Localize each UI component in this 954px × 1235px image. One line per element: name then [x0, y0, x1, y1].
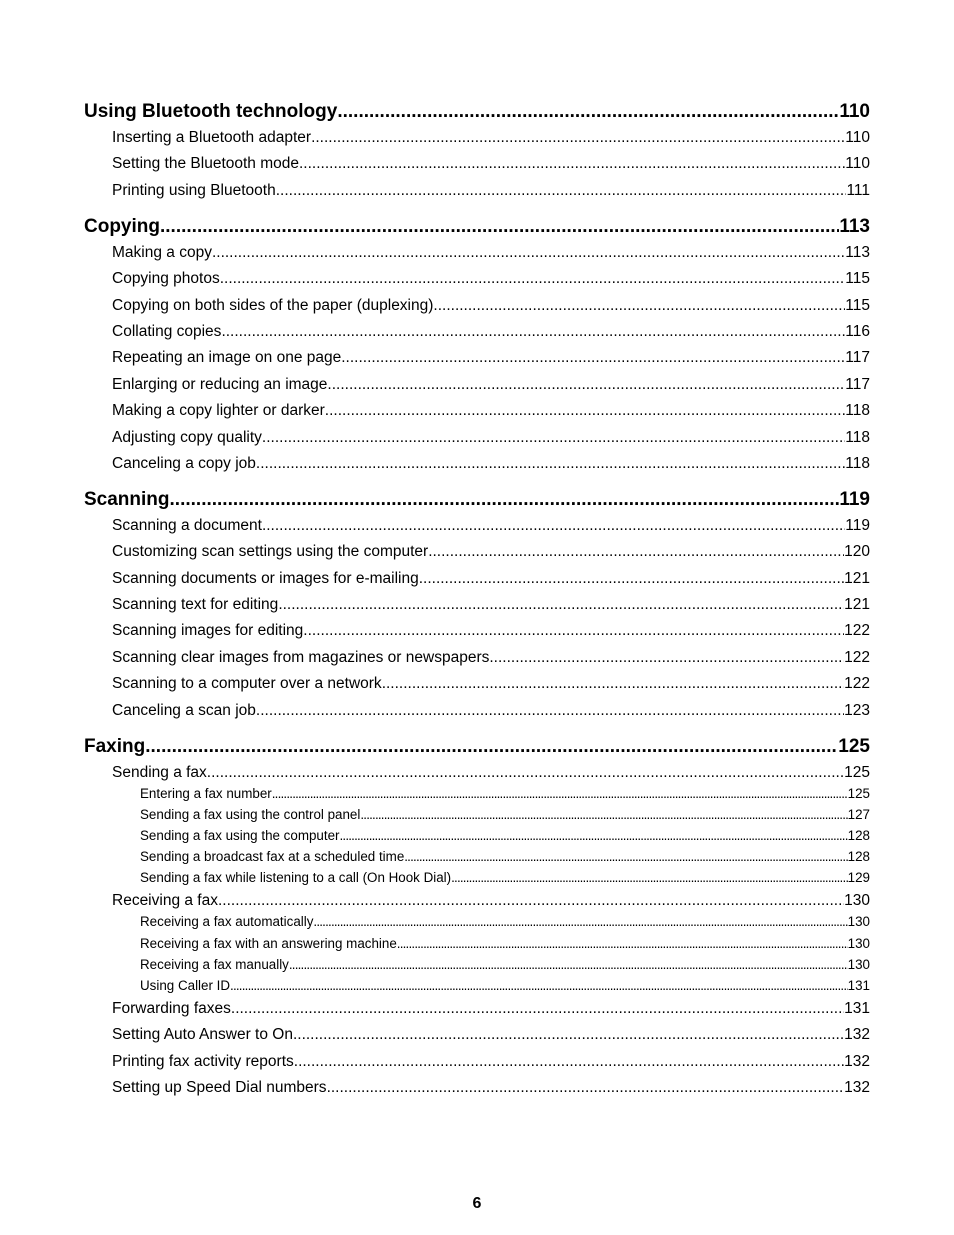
toc-section-entry[interactable] [84, 1053, 870, 1071]
toc-entry-title: Sending a fax using the computer [140, 828, 340, 844]
toc-entry-page-number: 121 [844, 596, 870, 614]
toc-entry-page-number: 110 [845, 155, 870, 173]
toc-chapter-entry[interactable] [84, 736, 870, 758]
toc-entry-title: Making a copy lighter or darker [112, 402, 325, 420]
toc-chapter-entry[interactable] [84, 101, 870, 123]
toc-entry-page-number: 128 [847, 849, 870, 865]
toc-entry-title: Setting the Bluetooth mode [112, 155, 299, 173]
toc-entry-title: Scanning documents or images for e-mailing [112, 569, 419, 587]
dot-leader [325, 402, 845, 420]
toc-entry-title: Printing using Bluetooth [112, 181, 276, 199]
toc-entry-title: Sending a broadcast fax at a scheduled time [140, 849, 405, 865]
toc-entry-page-number: 122 [844, 648, 870, 666]
toc-entry-title: Entering a fax number [140, 785, 272, 801]
toc-entry-title: Faxing [84, 735, 146, 757]
toc-entry-page-number: 110 [845, 129, 870, 146]
dot-leader [419, 570, 844, 588]
toc-section-entry[interactable] [84, 349, 870, 367]
toc-subsection-entry[interactable] [84, 849, 870, 865]
toc-entry-title: Scanning text for editing [112, 596, 279, 614]
toc-chapter-entry[interactable] [84, 216, 870, 238]
toc-entry-page-number: 110 [839, 101, 870, 122]
toc-entry-page-number: 125 [844, 763, 870, 781]
toc-section-entry[interactable] [84, 1079, 870, 1097]
toc-entry-title: Setting up Speed Dial numbers [112, 1079, 327, 1097]
toc-entry-page-number: 125 [838, 735, 870, 757]
toc-entry-title: Scanning images for editing [112, 622, 304, 640]
toc-entry-page-number: 122 [844, 675, 870, 693]
toc-entry-page-number: 130 [847, 956, 870, 972]
toc-section-entry[interactable] [84, 323, 870, 341]
dot-leader [212, 244, 845, 262]
toc-entry-page-number: 118 [845, 402, 870, 420]
dot-leader [397, 936, 848, 952]
dot-leader [262, 429, 845, 447]
dot-leader [294, 1053, 844, 1071]
dot-leader [221, 323, 845, 341]
dot-leader [278, 596, 844, 614]
toc-section-entry[interactable] [84, 596, 870, 614]
toc-section-entry[interactable] [84, 402, 870, 420]
toc-entry-page-number: 130 [847, 935, 870, 951]
dot-leader [160, 216, 839, 238]
toc-entry-page-number: 132 [844, 1079, 870, 1097]
dot-leader [433, 297, 845, 315]
toc-entry-page-number: 120 [844, 543, 870, 561]
toc-subsection-entry[interactable] [84, 870, 870, 886]
toc-subsection-entry[interactable] [84, 807, 870, 823]
toc-entry-page-number: 130 [844, 892, 870, 910]
dot-leader [404, 849, 847, 865]
toc-subsection-entry[interactable] [84, 936, 870, 952]
toc-section-entry[interactable] [84, 675, 870, 693]
toc-section-entry[interactable] [84, 517, 870, 535]
dot-leader [337, 101, 839, 123]
toc-section-entry[interactable] [84, 570, 870, 588]
dot-leader [489, 649, 844, 667]
toc-entry-title: Collating copies [112, 322, 222, 340]
toc-subsection-entry[interactable] [84, 957, 870, 973]
toc-entry-title: Adjusting copy quality [112, 428, 262, 446]
toc-section-entry[interactable] [84, 764, 870, 782]
toc-subsection-entry[interactable] [84, 914, 870, 930]
dot-leader [341, 349, 845, 367]
dot-leader [451, 870, 848, 886]
toc-entry-page-number: 131 [847, 977, 870, 993]
toc-entry-title: Setting Auto Answer to On [112, 1026, 293, 1044]
toc-section-entry[interactable] [84, 182, 870, 200]
dot-leader [230, 978, 848, 994]
toc-entry-page-number: 132 [844, 1052, 870, 1070]
toc-entry-title: Printing fax activity reports [112, 1052, 294, 1070]
table-of-contents [84, 101, 870, 1097]
toc-entry-page-number: 122 [844, 622, 870, 640]
dot-leader [303, 622, 844, 640]
toc-section-entry[interactable] [84, 297, 870, 315]
toc-entry-page-number: 128 [847, 828, 870, 844]
toc-section-entry[interactable] [84, 129, 870, 147]
toc-entry-title: Customizing scan settings using the computer [112, 543, 429, 561]
toc-entry-page-number: 115 [845, 296, 870, 314]
toc-entry-title: Scanning a document [112, 516, 262, 534]
dot-leader [256, 702, 844, 720]
toc-entry-title: Inserting a Bluetooth adapter [112, 129, 312, 146]
toc-section-entry[interactable] [84, 702, 870, 720]
toc-section-entry[interactable] [84, 1026, 870, 1044]
toc-entry-page-number: 115 [845, 270, 870, 288]
dot-leader [327, 376, 845, 394]
toc-entry-title: Receiving a fax automatically [140, 914, 314, 930]
toc-entry-title: Sending a fax while listening to a call (On Hook Dial) [140, 870, 452, 886]
dot-leader [289, 957, 848, 973]
toc-entry-page-number: 131 [844, 999, 870, 1017]
toc-entry-title: Scanning clear images from magazines or newspapers [112, 648, 490, 666]
toc-entry-title: Receiving a fax with an answering machine [140, 935, 397, 951]
toc-entry-page-number: 119 [845, 516, 870, 534]
toc-entry-page-number: 119 [839, 488, 870, 510]
toc-entry-title: Sending a fax [112, 763, 207, 781]
toc-entry-page-number: 117 [845, 349, 870, 367]
toc-entry-page-number: 129 [847, 870, 870, 886]
dot-leader [276, 182, 847, 200]
toc-section-entry[interactable] [84, 622, 870, 640]
toc-section-entry[interactable] [84, 270, 870, 288]
dot-leader [313, 914, 847, 930]
toc-section-entry[interactable] [84, 649, 870, 667]
dot-leader [218, 892, 844, 910]
toc-entry-page-number: 113 [845, 243, 870, 261]
toc-entry-title: Canceling a copy job [112, 454, 256, 472]
toc-section-entry[interactable] [84, 155, 870, 173]
page-number: 6 [472, 1195, 482, 1212]
dot-leader [293, 1026, 844, 1044]
toc-entry-title: Using Bluetooth technology [84, 101, 338, 122]
dot-leader [231, 1000, 844, 1018]
dot-leader [145, 736, 838, 758]
toc-entry-title: Scanning [84, 488, 170, 510]
toc-section-entry[interactable] [84, 376, 870, 394]
dot-leader [262, 517, 845, 535]
toc-entry-title: Enlarging or reducing an image [112, 375, 328, 393]
toc-section-entry[interactable] [84, 1000, 870, 1018]
toc-entry-title: Forwarding faxes [112, 999, 231, 1017]
dot-leader [340, 828, 848, 844]
toc-entry-page-number: 123 [844, 701, 870, 719]
dot-leader [327, 1079, 845, 1097]
toc-entry-page-number: 127 [847, 806, 870, 822]
toc-entry-title: Sending a fax using the control panel [140, 806, 361, 822]
dot-leader [170, 489, 840, 511]
toc-section-entry[interactable] [84, 543, 870, 561]
toc-chapter-entry[interactable] [84, 489, 870, 511]
toc-section-entry[interactable] [84, 892, 870, 910]
toc-entry-title: Canceling a scan job [112, 701, 256, 719]
toc-subsection-entry[interactable] [84, 786, 870, 802]
toc-entry-page-number: 111 [846, 181, 870, 199]
toc-subsection-entry[interactable] [84, 978, 870, 994]
dot-leader [428, 543, 844, 561]
toc-entry-page-number: 118 [845, 454, 870, 472]
toc-entry-page-number: 117 [845, 375, 870, 393]
toc-entry-title: Making a copy [112, 243, 212, 261]
dot-leader [360, 807, 847, 823]
toc-entry-page-number: 125 [847, 785, 870, 801]
toc-entry-title: Copying on both sides of the paper (duplexing) [112, 296, 434, 314]
toc-entry-title: Using Caller ID [140, 977, 231, 993]
dot-leader [256, 455, 845, 473]
dot-leader [272, 786, 848, 802]
toc-subsection-entry[interactable] [84, 828, 870, 844]
toc-entry-page-number: 130 [847, 914, 870, 930]
dot-leader [207, 764, 844, 782]
dot-leader [382, 675, 844, 693]
dot-leader [220, 270, 846, 288]
toc-section-entry[interactable] [84, 455, 870, 473]
toc-section-entry[interactable] [84, 429, 870, 447]
toc-entry-title: Copying [84, 215, 160, 237]
toc-entry-title: Copying photos [112, 270, 220, 288]
dot-leader [299, 155, 845, 173]
toc-entry-page-number: 118 [845, 428, 870, 446]
toc-section-entry[interactable] [84, 244, 870, 262]
toc-entry-title: Receiving a fax manually [140, 956, 289, 972]
dot-leader [311, 129, 845, 147]
toc-entry-title: Receiving a fax [112, 892, 218, 910]
toc-entry-page-number: 116 [845, 322, 870, 340]
toc-entry-page-number: 121 [844, 569, 870, 587]
toc-entry-title: Repeating an image on one page [112, 349, 342, 367]
toc-entry-page-number: 132 [844, 1026, 870, 1044]
toc-entry-page-number: 113 [839, 215, 870, 237]
toc-entry-title: Scanning to a computer over a network [112, 675, 382, 693]
